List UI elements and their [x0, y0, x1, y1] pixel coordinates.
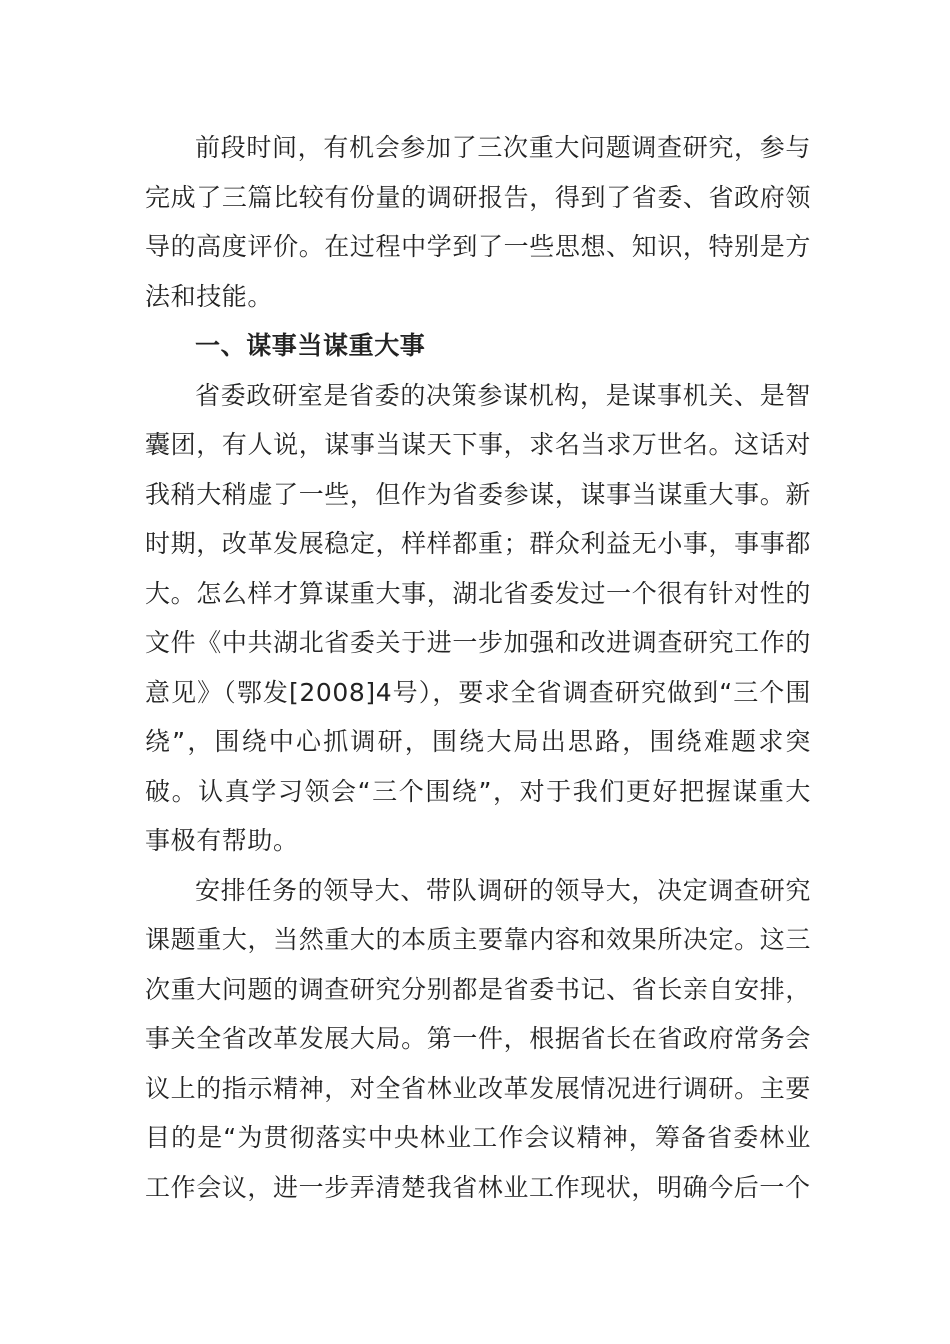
paragraph-intro: 前段时间，有机会参加了三次重大问题调查研究，参与完成了三篇比较有份量的调研报告，得到了省委、省政府领导的高度评价。在过程中学到了一些思想、知识，特别是方法和技能。	[145, 133, 811, 311]
paragraph-policy-research: 省委政研室是省委的决策参谋机构，是谋事机关、是智囊团，有人说，谋事当谋天下事，求名当求万世名。这话对我稍大稍虚了一些，但作为省委参谋，谋事当谋重大事。新时期，改革发展稳定，样样都重；群众利益无小事，事事都大。怎么样才算谋重大事，湖北省委发过一个很有针对性的文件《中共湖北省委关于进一步加强和改进调查研究工作的意见》（鄂发[2008]4号），要求全省调查研究做到“三个围绕”，围绕中心抓调研，围绕大局出思路，围绕难题求突破。认真学习领会“三个围绕”，对于我们更好把握谋重大事极有帮助。	[145, 380, 811, 855]
paragraph-tasks: 安排任务的领导大、带队调研的领导大，决定调查研究课题重大，当然重大的本质主要靠内容和效果所决定。这三次重大问题的调查研究分别都是省委书记、省长亲自安排，事关全省改革发展大局。第一件，根据省长在省政府常务会议上的指示精神，对全省林业改革发展情况进行调研。主要目的是“为贯彻落实中央林业工作会议精神，筹备省委林业工作会议，进一步弄清楚我省林业工作现状，明确今后一个	[145, 875, 811, 1202]
section-heading: 一、谋事当谋重大事	[195, 331, 426, 360]
document-body	[145, 123, 811, 1212]
